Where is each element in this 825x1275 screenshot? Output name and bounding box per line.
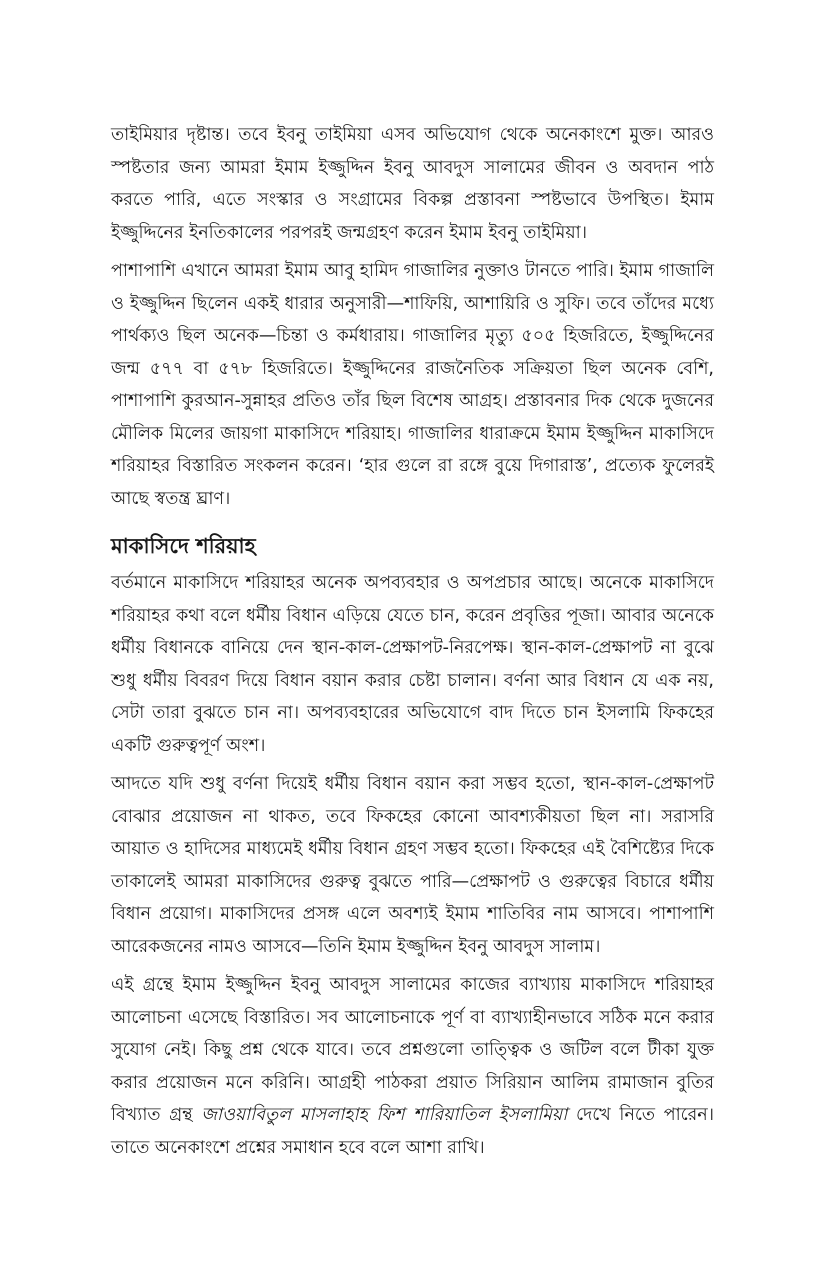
paragraph-1: তাইমিয়ার দৃষ্টান্ত। তবে ইবনু তাইমিয়া এসব অভিযোগ থেকে অনেকাংশে মুক্ত। আরও স্পষ্টতার জন্য আমরা ইমাম ইজ্জুদ্দিন ইবনু আবদুস সালামের জীবন ও অবদান পাঠ করতে পারি, এতে সংস্কার ও সংগ্রামের বিকল্প প্রস্তাবনা স্পষ্টভাবে উপস্থিত। ইমাম ইজ্জুদ্দিনের ইনতিকালের পরপরই জন্মগ্রহণ করেন ইমাম ইবনু তাইমিয়া। <box>111 125 714 243</box>
paragraph-2: পাশাপাশি এখানে আমরা ইমাম আবু হামিদ গাজালির নুক্তাও টানতে পারি। ইমাম গাজালি ও ইজ্জুদ্দিন ছিলেন একই ধারার অনুসারী—শাফিয়ি, আশায়িরি ও সুফি। তবে তাঁদের মধ্যে পার্থক্যও ছিল অনেক—চিন্তা ও কর্মধারায়। গাজালির মৃত্যু ৫০৫ হিজরিতে, ইজ্জুদ্দিনের জন্ম ৫৭৭ বা ৫৭৮ হিজরিতে। ইজ্জুদ্দিনের রাজনৈতিক সক্রিয়তা ছিল অনেক বেশি, পাশাপাশি কুরআন-সুন্নাহর প্রতিও তাঁর ছিল বিশেষ আগ্রহ। প্রস্তাবনার দিক থেকে দুজনের মৌলিক মিলের জায়গা মাকাসিদে শরিয়াহ। গাজালির ধারাক্রমে ইমাম ইজ্জুদ্দিন মাকাসিদে শরিয়াহর বিস্তারিত সংকলন করেন। ‘হার গুলে রা রঙ্গে বুয়ে দিগারাস্ত’, প্রত্যেক ফুলেরই আছে স্বতন্ত্র ঘ্রাণ। <box>111 261 714 509</box>
paragraph-5-text-before-title: এই গ্রন্থে ইমাম ইজ্জুদ্দিন ইবনু আবদুস সালামের কাজের ব্যাখ্যায় মাকাসিদে শরিয়াহর আলোচনা এসেছে বিস্তারিত। সব আলোচনাকে পূর্ণ বা ব্যাখ্যাহীনভাবে সঠিক মনে করার সুযোগ নেই। কিছু প্রশ্ন থেকে যাবে। তবে প্রশ্নগুলো তাত্ত্বিক ও জটিল বলে টীকা যুক্ত করার প্রয়োজন মনে করিনি। আগ্রহী পাঠকরা প্রয়াত সিরিয়ান আলিম রামাজান বুতির বিখ্যাত গ্রন্থ <box>111 975 714 1125</box>
section-heading: মাকাসিদে শরিয়াহ <box>111 534 256 558</box>
paragraph-5 <box>111 969 714 1164</box>
paragraph-5-text-after-title: দেখে নিতে পারেন। তাতে অনেকাংশে প্রশ্নের সমাধান হবে বলে আশা রাখি। <box>111 1105 715 1158</box>
page-body <box>111 119 714 1164</box>
paragraph-4: আদতে যদি শুধু বর্ণনা দিয়েই ধর্মীয় বিধান বয়ান করা সম্ভব হতো, স্থান-কাল-প্রেক্ষাপট বোঝার প্রয়োজন না থাকত, তবে ফিকহের কোনো আবশ্যকীয়তা ছিল না। সরাসরি আয়াত ও হাদিসের মাধ্যমেই ধর্মীয় বিধান গ্রহণ সম্ভব হতো। ফিকহের এই বৈশিষ্ট্যের দিকে তাকালেই আমরা মাকাসিদের গুরুত্ব বুঝতে পারি—প্রেক্ষাপট ও গুরুত্বের বিচারে ধর্মীয় বিধান প্রয়োগ। মাকাসিদের প্রসঙ্গ এলে অবশ্যই ইমাম শাতিবির নাম আসবে। পাশাপাশি আরেকজনের নামও আসবে—তিনি ইমাম ইজ্জুদ্দিন ইবনু আবদুস সালাম। <box>111 774 714 957</box>
book-title: জাওয়াবিতুল মাসলাহাহ ফিশ শারিয়াতিল ইসলামিয়া <box>201 1105 568 1125</box>
paragraph-3: বর্তমানে মাকাসিদে শরিয়াহর অনেক অপব্যবহার ও অপপ্রচার আছে। অনেকে মাকাসিদে শরিয়াহর কথা বলে ধর্মীয় বিধান এড়িয়ে যেতে চান, করেন প্রবৃত্তির পূজা। আবার অনেকে ধর্মীয় বিধানকে বানিয়ে দেন স্থান-কাল-প্রেক্ষাপট-নিরপেক্ষ। স্থান-কাল-প্রেক্ষাপট না বুঝে শুধু ধর্মীয় বিবরণ দিয়ে বিধান বয়ান করার চেষ্টা চালান। বর্ণনা আর বিধান যে এক নয়, সেটা তারা বুঝতে চান না। অপব্যবহারের অভিযোগে বাদ দিতে চান ইসলামি ফিকহের একটি গুরুত্বপূর্ণ অংশ। <box>111 573 714 756</box>
